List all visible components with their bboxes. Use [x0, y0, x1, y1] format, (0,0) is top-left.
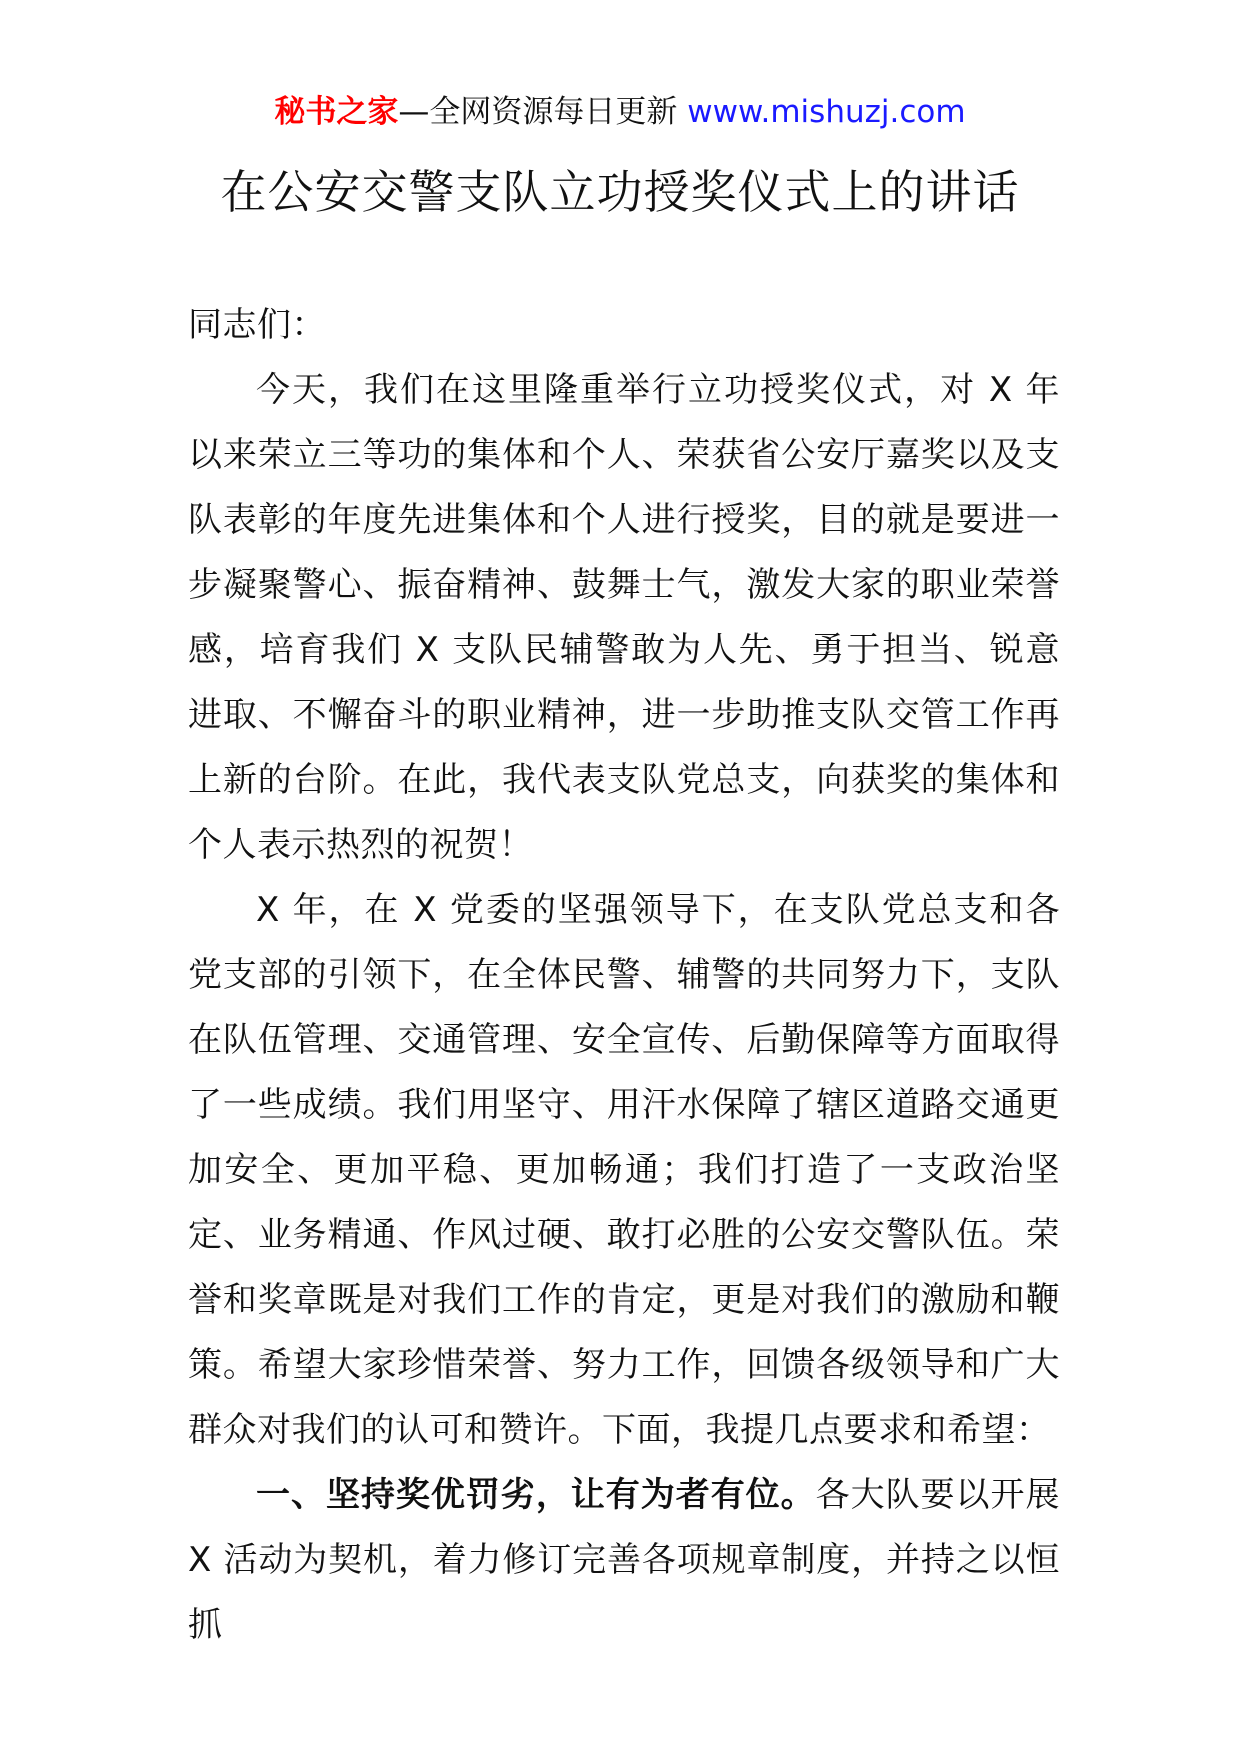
- section-paragraph: [188, 1463, 1060, 1658]
- salutation: 同志们：: [188, 305, 326, 345]
- site-header: [0, 92, 1240, 132]
- paragraph: 今天，我们在这里隆重举行立功授奖仪式，对 X 年以来荣立三等功的集体和个人、荣获省公安厅嘉奖以及支队表彰的年度先进集体和个人进行授奖，目的就是要进一步凝聚警心、振奋精神、鼓舞士气，激发大家的职业荣誉感，培育我们 X 支队民辅警敢为人先、勇于担当、锐意进取、不懈奋斗的职业精神，进一步助推支队交管工作再上新的台阶。在此，我代表支队党总支，向获奖的集体和个人表示热烈的祝贺！: [188, 370, 1060, 865]
- site-url-link[interactable]: www.mishuzj.com: [687, 94, 966, 130]
- section-text: 各大队要以开展 X 活动为契机，着力修订完善各项规章制度，并持之以恒抓: [188, 1475, 1061, 1645]
- section-heading: 一、坚持奖优罚劣，让有为者有位。: [256, 1475, 816, 1515]
- document-body: [188, 293, 1060, 1658]
- paragraph: X 年，在 X 党委的坚强领导下，在支队党总支和各党支部的引领下，在全体民警、辅警的共同努力下，支队在队伍管理、交通管理、安全宣传、后勤保障等方面取得了一些成绩。我们用坚守、用汗水保障了辖区道路交通更加安全、更加平稳、更加畅通；我们打造了一支政治坚定、业务精通、作风过硬、敢打必胜的公安交警队伍。荣誉和奖章既是对我们工作的肯定，更是对我们的激励和鞭策。希望大家珍惜荣誉、努力工作，回馈各级领导和广大群众对我们的认可和赞许。下面，我提几点要求和希望：: [188, 890, 1060, 1450]
- header-tagline: —全网资源每日更新: [398, 94, 688, 130]
- brand-name: 秘书之家: [274, 94, 399, 130]
- document-title: 在公安交警支队立功授奖仪式上的讲话: [220, 165, 1020, 219]
